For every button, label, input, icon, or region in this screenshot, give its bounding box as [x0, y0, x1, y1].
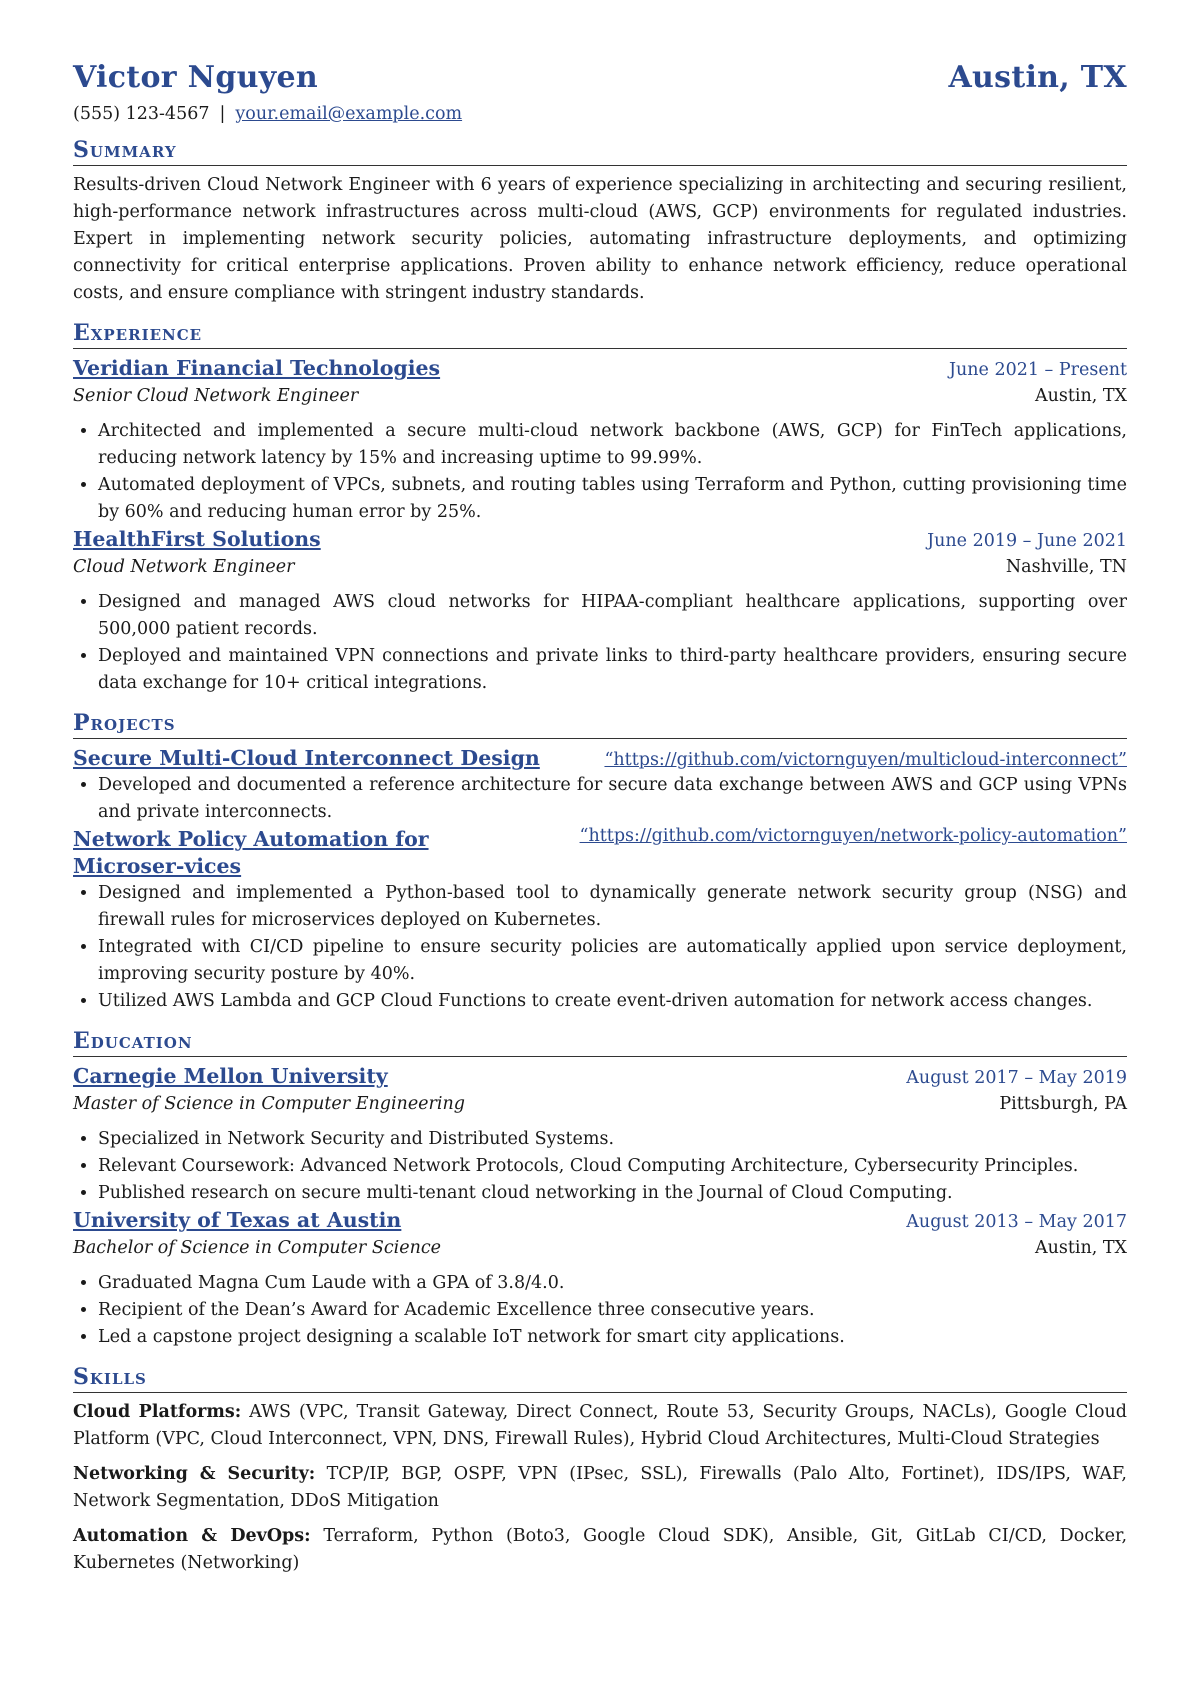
skill-group-text: TCP/IP, BGP, OSPF, VPN (IPsec, SSL), Firewalls (Palo Alto, Fortinet), IDS/IPS, WAF, Network Segmentation, DDoS Mitigation: [73, 1464, 1127, 1511]
skill-group-text: Terraform, Python (Boto3, Google Cloud SDK), Ansible, Git, GitLab CI/CD, Docker, Kubernetes (Networking): [73, 1526, 1128, 1573]
phone-number: (555) 123-4567: [73, 104, 210, 124]
bullet-item: • Designed and implemented a Python-based tool to dynamically generate network security group (NSG) and firewall rules for microservices deployed on Kubernetes.: [98, 880, 1127, 934]
bullet-item: • Designed and managed AWS cloud networks for HIPAA-compliant healthcare applications, supporting over 500,000 patient records.: [98, 589, 1127, 643]
project-repo-link[interactable]: “https://github.com/victornguyen/network-policy-automation”: [579, 826, 1127, 846]
skills-heading: Skills: [73, 1363, 1127, 1393]
bullet-item: • Led a capstone project designing a scalable IoT network for smart city applications.: [98, 1324, 1127, 1351]
projects-heading: Projects: [73, 709, 1127, 739]
bullet-item: • Published research on secure multi-tenant cloud networking in the Journal of Cloud Computing.: [98, 1180, 1127, 1207]
job-dates: June 2021 – Present: [948, 360, 1127, 380]
bullet-item: • Developed and documented a reference architecture for secure data exchange between AWS and GCP using VPNs and private interconnects.: [98, 772, 1127, 826]
experience-heading: Experience: [73, 319, 1127, 349]
skill-group-label: Networking & Security:: [73, 1464, 316, 1484]
degree-title: Master of Science in Computer Engineering: [73, 1094, 465, 1114]
resume-page: [73, 60, 1127, 1585]
school-link[interactable]: Carnegie Mellon University: [73, 1064, 388, 1088]
bullet-item: • Relevant Coursework: Advanced Network Protocols, Cloud Computing Architecture, Cybersecurity Principles.: [98, 1153, 1127, 1180]
summary-heading: Summary: [73, 136, 1127, 166]
skill-group-label: Automation & DevOps:: [73, 1526, 311, 1546]
project-bullets: [73, 772, 1127, 826]
company-link[interactable]: HealthFirst Solutions: [73, 527, 321, 551]
education-entry: [73, 1207, 1127, 1351]
experience-entry: [73, 355, 1127, 526]
job-location: Austin, TX: [1034, 386, 1127, 406]
project-repo-link[interactable]: “https://github.com/victornguyen/multicloud-interconnect”: [604, 750, 1127, 770]
project-bullets: [73, 880, 1127, 1015]
job-dates: June 2019 – June 2021: [927, 531, 1127, 551]
job-title: Cloud Network Engineer: [73, 557, 295, 577]
job-title: Senior Cloud Network Engineer: [73, 386, 359, 406]
candidate-location: Austin, TX: [948, 60, 1127, 95]
contact-separator: |: [219, 104, 226, 124]
bullet-item: • Automated deployment of VPCs, subnets, and routing tables using Terraform and Python, cutting provisioning time by 60% and reducing human error by 25%.: [98, 472, 1127, 526]
summary-text: Results-driven Cloud Network Engineer with 6 years of experience specializing in architecting and securing resilient, high-performance network infrastructures across multi-cloud (AWS, GCP) environments for regulated industries. Expert in implementing network security policies, automating infrastructure deployments, and optimizing connectivity for critical enterprise applications. Proven ability to enhance network efficiency, reduce operational costs, and ensure compliance with stringent industry standards.: [73, 175, 1127, 303]
job-location: Nashville, TN: [1005, 557, 1127, 577]
skill-group: [73, 1523, 1127, 1577]
company-link[interactable]: Veridian Financial Technologies: [73, 356, 441, 380]
skill-group-text: AWS (VPC, Transit Gateway, Direct Connect, Route 53, Security Groups, NACLs), Google Cloud Platform (VPC, Cloud Interconnect, VPN, DNS, Firewall Rules), Hybrid Cloud Architectures, Multi-Cloud Strategies: [73, 1402, 1127, 1449]
skill-group: [73, 1399, 1127, 1453]
email-link[interactable]: your.email@example.com: [235, 104, 463, 124]
education-bullets: [73, 1270, 1127, 1351]
bullet-item: • Architected and implemented a secure multi-cloud network backbone (AWS, GCP) for FinTech applications, reducing network latency by 15% and increasing uptime to 99.99%.: [98, 418, 1127, 472]
candidate-name: Victor Nguyen: [73, 60, 318, 95]
education-entry: [73, 1063, 1127, 1207]
school-dates: August 2013 – May 2017: [906, 1212, 1127, 1232]
degree-title: Bachelor of Science in Computer Science: [73, 1238, 442, 1258]
school-dates: August 2017 – May 2019: [906, 1068, 1127, 1088]
resume-header: [73, 60, 1127, 95]
bullet-item: • Specialized in Network Security and Distributed Systems.: [98, 1126, 1127, 1153]
skill-group: [73, 1461, 1127, 1515]
job-bullets: [73, 418, 1127, 526]
project-entry: [73, 826, 1127, 1015]
school-link[interactable]: University of Texas at Austin: [73, 1208, 402, 1232]
education-heading: Education: [73, 1027, 1127, 1057]
bullet-item: • Recipient of the Dean’s Award for Academic Excellence three consecutive years.: [98, 1297, 1127, 1324]
school-location: Pittsburgh, PA: [999, 1094, 1127, 1114]
education-bullets: [73, 1126, 1127, 1207]
project-title-link[interactable]: Secure Multi-Cloud Interconnect Design: [73, 746, 540, 770]
bullet-item: • Utilized AWS Lambda and GCP Cloud Functions to create event-driven automation for network access changes.: [98, 988, 1127, 1015]
bullet-item: • Integrated with CI/CD pipeline to ensure security policies are automatically applied upon service deployment, improving security posture by 40%.: [98, 934, 1127, 988]
bullet-item: • Deployed and maintained VPN connections and private links to third-party healthcare providers, ensuring secure data exchange for 10+ critical integrations.: [98, 643, 1127, 697]
experience-entry: [73, 526, 1127, 697]
project-title-link[interactable]: Network Policy Automation for Microser-vices: [73, 827, 429, 878]
school-location: Austin, TX: [1034, 1238, 1127, 1258]
project-entry: [73, 745, 1127, 826]
skill-group-label: Cloud Platforms:: [73, 1402, 242, 1422]
job-bullets: [73, 589, 1127, 697]
contact-line: [73, 104, 1127, 124]
bullet-item: • Graduated Magna Cum Laude with a GPA of 3.8/4.0.: [98, 1270, 1127, 1297]
